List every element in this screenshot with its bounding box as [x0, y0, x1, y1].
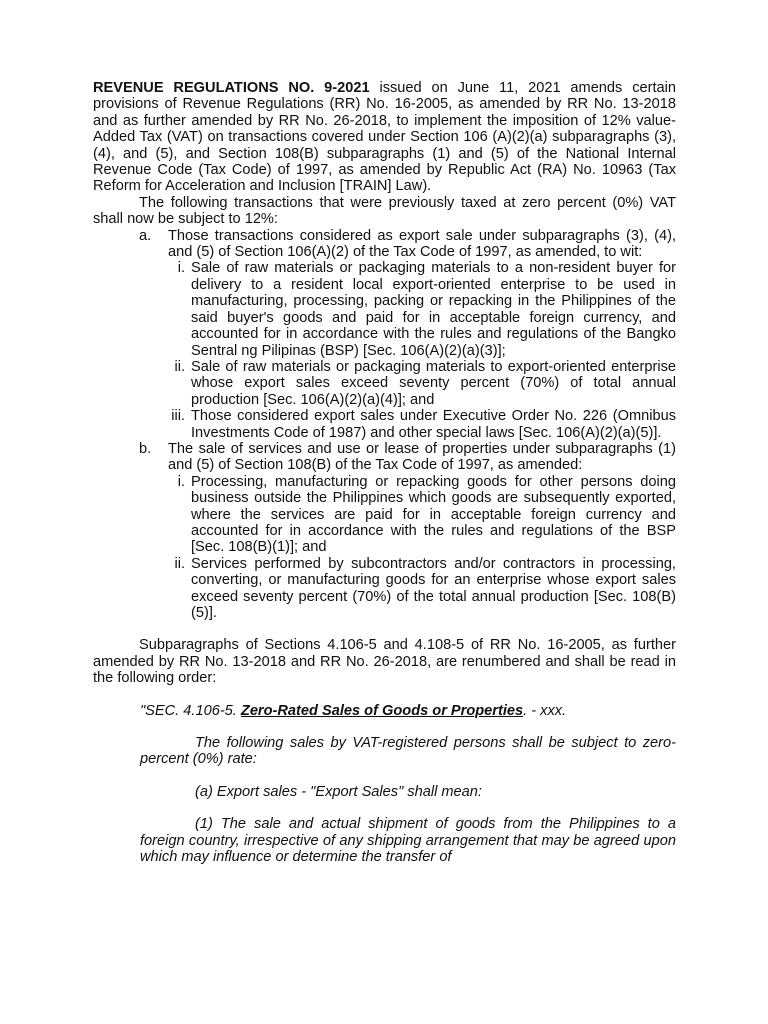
- document-body: [93, 80, 676, 865]
- quote-paragraph: (a) Export sales - "Export Sales" shall mean:: [195, 783, 482, 800]
- sub-list-item: [93, 474, 676, 556]
- list-item-text: The sale of services and use or lease of properties under subparagraphs (1) and (5) of Section 108(B) of the Tax Code of 1997, as amended:: [168, 440, 676, 474]
- list-marker: b.: [139, 440, 152, 457]
- list-item-text: Sale of raw materials or packaging materials to export-oriented enterprise whose export sales exceed seventy percent (70%) of total annual production [Sec. 106(A)(2)(a)(4)]; and: [191, 358, 676, 408]
- quoted-section: [140, 703, 676, 866]
- transactions-list: [93, 228, 676, 622]
- list-item-text: Processing, manufacturing or repacking goods for other persons doing business outside the Philippines which goods are subsequently exported, where the services are paid for in acceptable foreign currency and accounted for in accordance with the rules and regulations of the BSP [Sec. 108(B)(1)]; and: [191, 473, 676, 556]
- spacer: [93, 621, 676, 637]
- regulation-title: REVENUE REGULATIONS NO. 9-2021: [93, 80, 370, 96]
- sub-list-item: [93, 260, 676, 358]
- sub-list-item: [93, 556, 676, 622]
- list-item-text: Those transactions considered as export sale under subparagraphs (3), (4), and (5) of Section 106(A)(2) of the Tax Code of 1997, as amended, to wit:: [168, 227, 676, 261]
- list-item-text: Those considered export sales under Executive Order No. 226 (Omnibus Investments Code of 1987) and other special laws [Sec. 106(A)(2)(a)(5)].: [191, 408, 676, 441]
- list-item-text: Services performed by subcontractors and/or contractors in processing, converting, or manufacturing goods for an enterprise whose export sales exceed seventy percent (70%) of the total annual production [Sec. 108(B)(5)].: [191, 555, 676, 621]
- list-item-text: Sale of raw materials or packaging materials to a non-resident buyer for delivery to a resident local export-oriented enterprise to be used in manufacturing, processing, packing or repacking in the Philippines of the said buyer's goods and paid for in acceptable foreign currency, and accounted for in accordance with the rules and regulations of the Bangko Sentral ng Pilipinas (BSP) [Sec. 106(A)(2)(a)(3)];: [191, 260, 676, 359]
- quote-paragraph: The following sales by VAT-registered persons shall be subject to zero-percent (0%) rate:: [140, 735, 676, 768]
- sub-list-item: [93, 359, 676, 408]
- spacer: [140, 800, 676, 816]
- list-item: [93, 441, 676, 474]
- spacer: [140, 768, 676, 784]
- list-marker: i.: [177, 473, 185, 490]
- list-marker: ii.: [174, 358, 185, 375]
- section-prefix: "SEC. 4.106-5.: [140, 702, 241, 719]
- renumber-paragraph: Subparagraphs of Sections 4.106-5 and 4.108-5 of RR No. 16-2005, as further amended by RR No. 13-2018 and RR No. 26-2018, are renumbered and shall be read in the following order:: [93, 637, 676, 687]
- list-marker: i.: [177, 260, 185, 277]
- quote-paragraph: (1) The sale and actual shipment of goods from the Philippines to a foreign country, irrespective of any shipping arrangement that may be agreed upon which may influence or determine the transfer of: [140, 816, 676, 866]
- list-marker: iii.: [171, 408, 185, 425]
- section-title: Zero-Rated Sales of Goods or Properties: [240, 702, 524, 719]
- list-marker: ii.: [174, 555, 185, 572]
- sub-list-item: [93, 408, 676, 441]
- transactions-lead: The following transactions that were previously taxed at zero percent (0%) VAT shall now be subject to 12%:: [93, 194, 676, 228]
- spacer: [140, 719, 676, 735]
- list-item: [93, 228, 676, 261]
- section-suffix: . - xxx.: [523, 702, 567, 719]
- spacer: [93, 687, 676, 703]
- section-heading: [140, 703, 676, 719]
- list-marker: a.: [139, 227, 152, 244]
- intro-paragraph: [93, 80, 676, 195]
- intro-text: issued on June 11, 2021 amends certain provisions of Revenue Regulations (RR) No. 16-2005, as amended by RR No. 13-2018 and as further amended by RR No. 26-2018, to implement the imposition of 12% value-Added Tax (VAT) on transactions covered under Section 106 (A)(2)(a) subparagraphs (3), (4), and (5), and Section 108(B) subparagraphs (1) and (5) of the National Internal Revenue Code (Tax Code) of 1997, as amended by Republic Act (RA) No. 10963 (Tax Reform for Acceleration and Inclusion [TRAIN] Law).: [93, 80, 676, 195]
